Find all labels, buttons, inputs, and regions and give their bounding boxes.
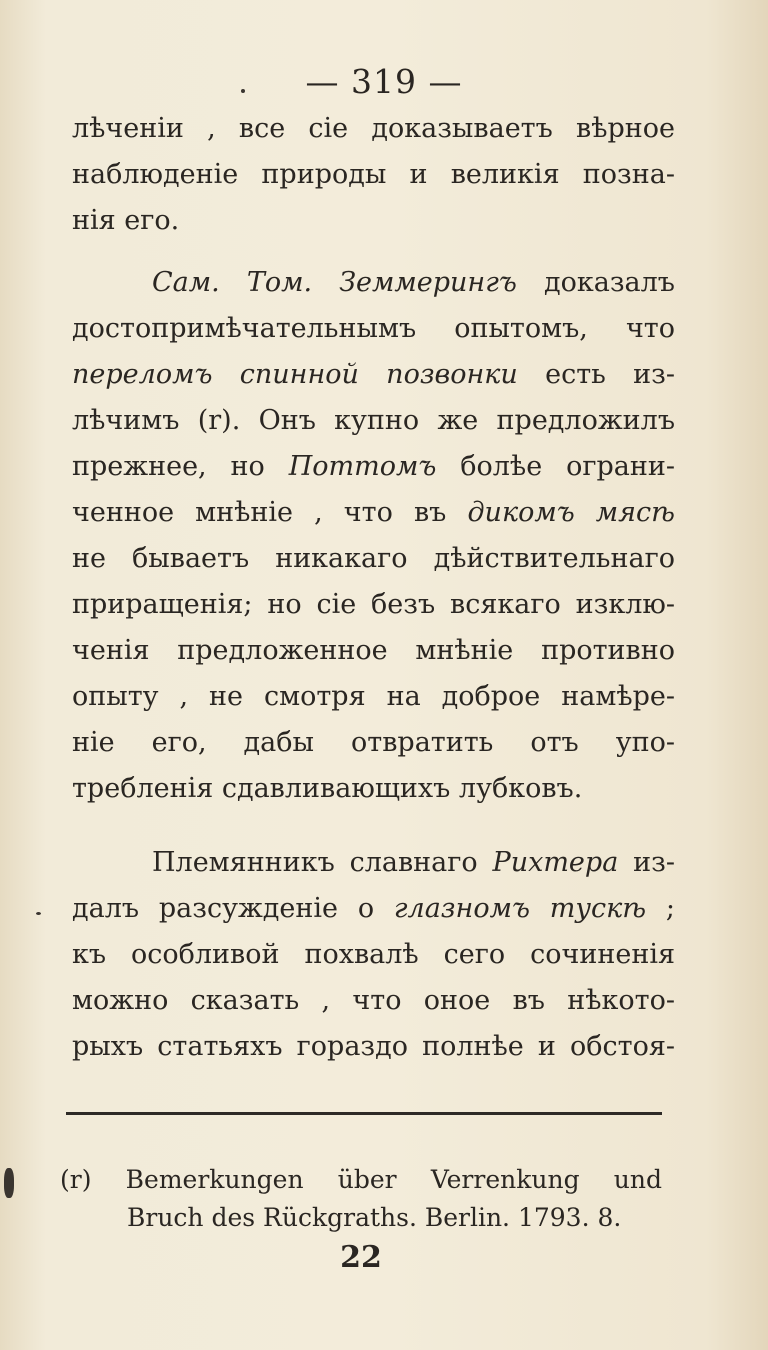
text-line: лѣчимъ (r). Онъ купно же предложилъ [72,405,675,436]
text-line: прежнее, но Поттомъ болѣе ограни- [72,451,675,482]
ink-speck [36,912,41,915]
text-line: переломъ спинной позвонки есть из- [72,359,675,390]
text-line: далъ разсужденіе о глазномъ тускѣ ; [72,893,675,924]
text-line: требленія сдавливающихъ лубковъ. [72,773,583,804]
text-line: къ особливой похвалѣ сего сочиненія [72,939,675,970]
text-line: не бываетъ никакаго дѣйствительнаго [72,543,675,574]
text-line: ченное мнѣніе , что въ дикомъ мясѣ [72,497,676,528]
text-line: наблюденіе природы и великія позна- [72,159,675,190]
text-line: Сам. Том. Земмерингъ доказалъ [152,267,675,298]
text-line: Племянникъ славнаго Рихтера из- [152,847,676,878]
page-number-header: — 319 — [305,62,463,101]
ink-speck [4,1168,14,1198]
text-line: можно сказать , что оное въ нѣкото- [72,985,675,1016]
text-line: достопримѣчательнымъ опытомъ, что [72,313,675,344]
text-line: ніе его, дабы отвратить отъ упо- [72,727,675,758]
text-line: лѣчeніи , все сіе доказываетъ вѣрное [72,113,675,144]
text-line: нія его. [72,205,180,236]
text-line: ченія предложенное мнѣніе противно [72,635,675,666]
ink-speck [241,89,245,93]
footnote-line: Bruch des Rückgraths. Berlin. 1793. 8. [127,1203,622,1232]
text-line: рыхъ статьяхъ гораздо полнѣе и обстоя- [72,1031,675,1062]
signature-mark: 22 [340,1240,382,1275]
footnote-line: (r) Bemerkungen über Verrenkung und [60,1165,662,1194]
text-line: приращенія; но сіе безъ всякаго изклю- [72,589,675,620]
text-line: опыту , не смотря на доброе намѣре- [72,681,675,712]
footnote-rule [66,1112,662,1115]
